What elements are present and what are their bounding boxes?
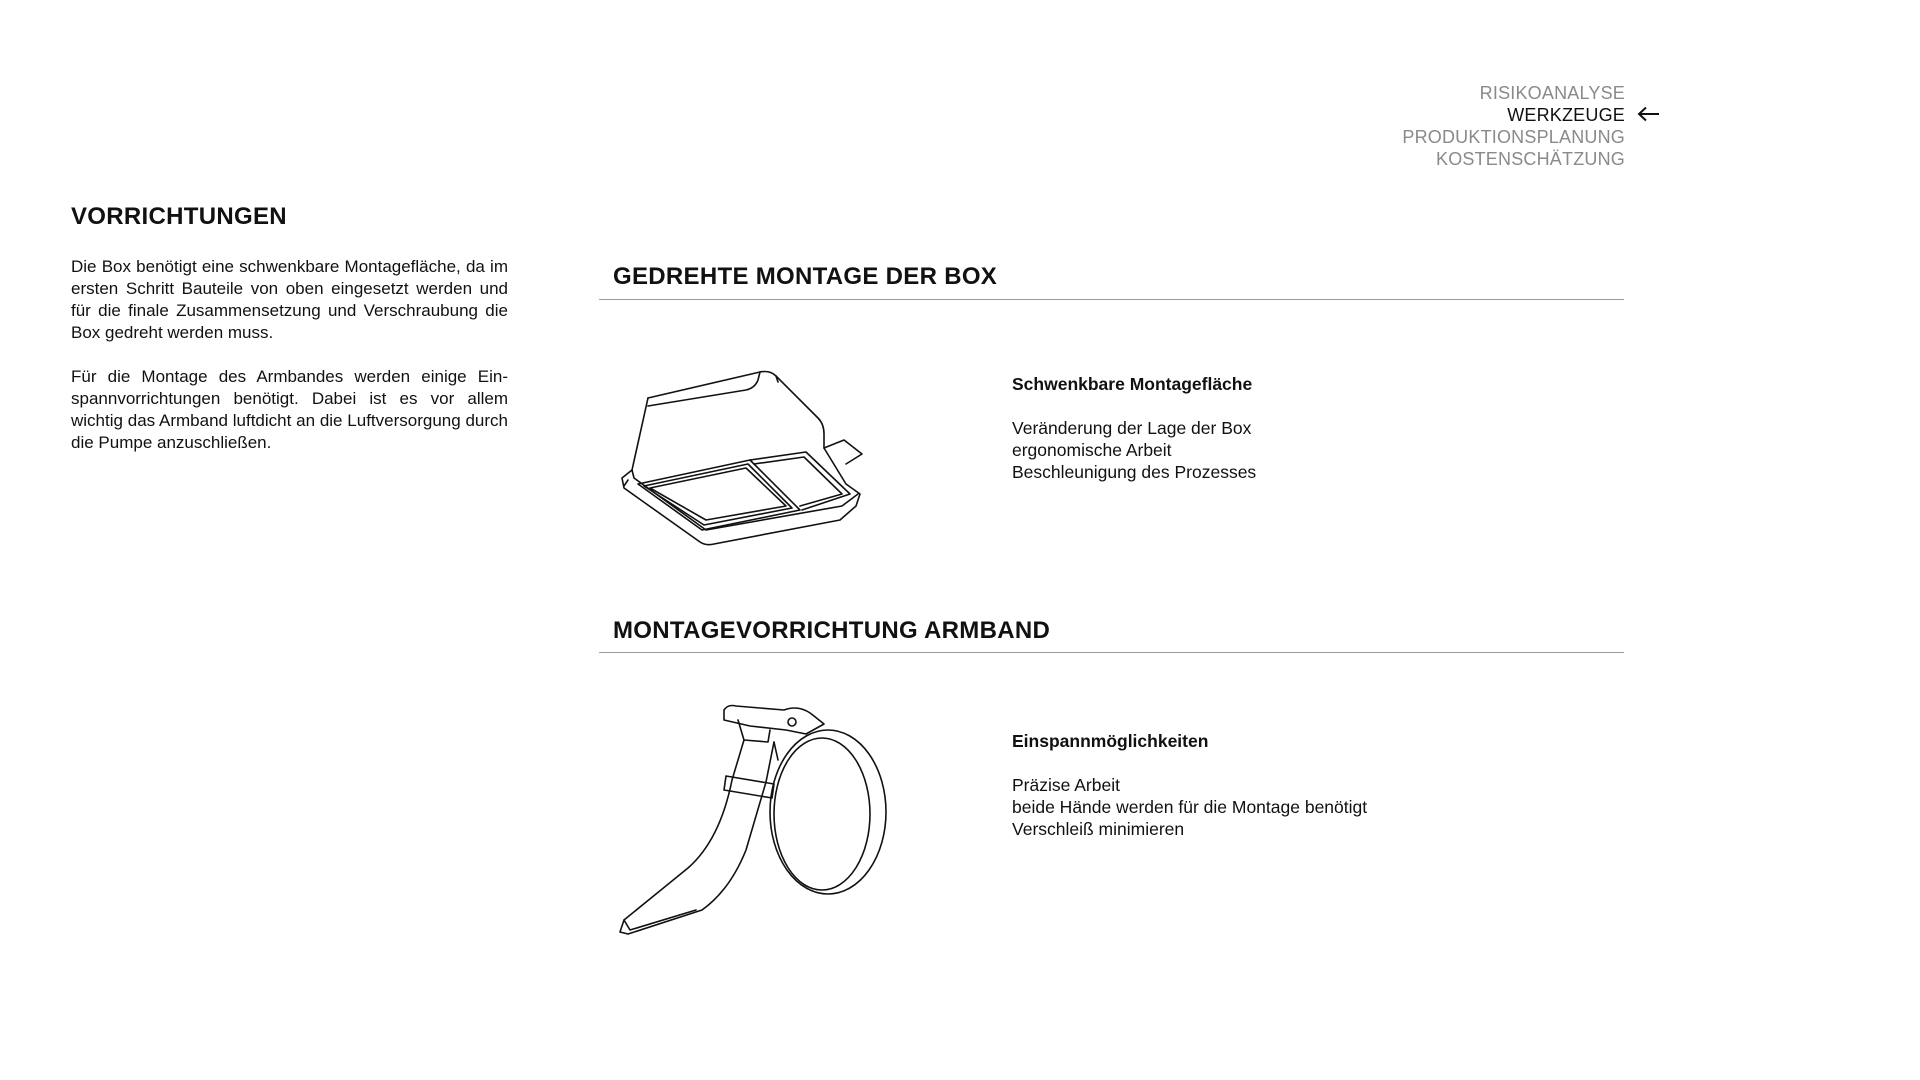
section-divider: [599, 299, 1624, 300]
detail-line: Beschleunigung des Prozesses: [1012, 462, 1257, 482]
section-navigation: [1402, 82, 1625, 170]
nav-item-werkzeuge[interactable]: WERKZEUGE: [1507, 105, 1625, 125]
nav-item-risikoanalyse[interactable]: RISIKOANALYSE: [1479, 83, 1625, 103]
detail-line: Veränderung der Lage der Box: [1012, 418, 1252, 438]
detail-heading: Schwenkbare Montagefläche: [1012, 374, 1253, 394]
intro-paragraph-1: Die Box benötigt eine schwenkbare Montagefläche, da im ersten Schritt Bauteile von oben eingesetzt werden und für die finale Zusammensetzung und Verschraubung die Box gedreht werden muss.: [71, 257, 508, 342]
detail-line: beide Hände werden für die Montage benötigt: [1012, 797, 1368, 817]
section-divider: [599, 652, 1624, 653]
intro-paragraph-2: Für die Montage des Armbandes werden einige Einspannvorrichtungen benötigt. Dabei ist es vor allem wichtig das Armband luftdicht an die Luftversorgung durch die Pumpe anzuschließen.: [71, 367, 508, 452]
detail-line: Verschleiß minimieren: [1012, 819, 1185, 839]
arrow-left-icon: [1637, 106, 1661, 122]
page-title: VORRICHTUNGEN: [71, 203, 287, 230]
nav-item-produktionsplanung[interactable]: PRODUKTIONSPLANUNG: [1402, 127, 1625, 147]
detail-armband: [1012, 730, 1367, 840]
detail-line: Präzise Arbeit: [1012, 775, 1120, 795]
detail-heading: Einspannmöglichkeiten: [1012, 731, 1209, 751]
detail-line: ergonomische Arbeit: [1012, 440, 1172, 460]
nav-item-kostenschaetzung[interactable]: KOSTENSCHÄTZUNG: [1435, 149, 1625, 169]
detail-box: [1012, 373, 1256, 483]
box-illustration: [610, 360, 890, 560]
wristband-illustration: [610, 700, 890, 950]
section-title-armband: MONTAGEVORRICHTUNG ARMBAND: [613, 617, 1051, 644]
section-title-box: GEDREHTE MONTAGE DER BOX: [613, 263, 998, 290]
